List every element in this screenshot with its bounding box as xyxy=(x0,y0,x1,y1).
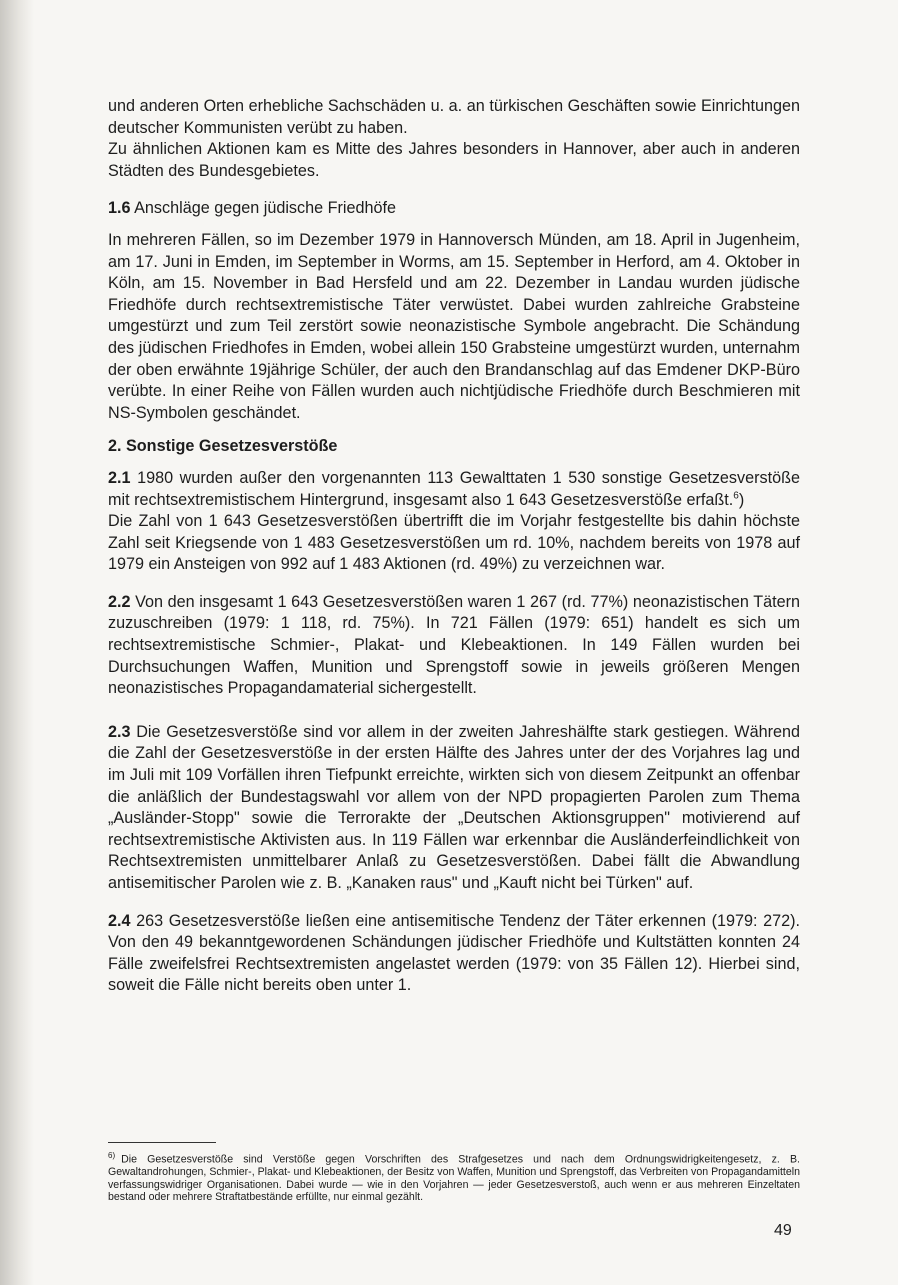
footnote xyxy=(108,1150,800,1204)
section-2-1-text-continued: Die Zahl von 1 643 Gesetzesverstößen übertrifft die im Vorjahr festgestellte bis dahin höchste Zahl seit Kriegsende von 1 483 Gesetzesverstößen um rd. 10%, nachdem bereits von 1978 auf 1979 ein Ansteigen von 992 auf 1 483 Aktionen (rd. 49%) zu verzeichnen war. xyxy=(108,512,800,574)
section-2-3-text: 2.3 Die Gesetzesverstöße sind vor allem in der zweiten Jahreshälfte stark gestiegen. Während die Zahl der Gesetzesverstöße in der ersten Hälfte des Jahres unter der des Vorjahres lag und im Juli mit 109 Vorfällen ihren Tiefpunkt erreichte, wirkten sich von diesem Zeitpunkt an offenbar die anläßlich der Bundestagswahl vor allem von der NPD propagierten Parolen zum Thema „Ausländer-Stopp" sowie die Terrorakte der „Deutschen Aktionsgruppen" motivierend auf rechtsextremistische Aktivisten aus. In 119 Fällen war erkennbar die Ausländerfeindlichkeit von Rechtsextremisten unmittelbarer Anlaß zu Gesetzesverstößen. Dabei fällt die Abwandlung antisemitischer Parolen wie z. B. „Kanaken raus" und „Kauft nicht bei Türken" auf. xyxy=(108,722,800,892)
section-2-1-text: 2.1 1980 wurden außer den vorgenannten 113 Gewalttaten 1 530 sonstige Gesetzesverstöße mit rechtsextremistischem Hintergrund, insgesamt also 1 643 Gesetzesverstöße erfaßt.$^6$) xyxy=(108,468,800,509)
footnote-reference: 6 xyxy=(733,490,739,502)
section-number: 1.6 xyxy=(108,199,131,218)
section-2-4-text: 2.4 263 Gesetzesverstöße ließen eine antisemitische Tendenz der Täter erkennen (1979: 272). Von den 49 bekanntgewordenen Schändungen jüdischer Friedhöfe und Kultstätten konnten 24 Fälle zweifelsfrei Rechtsextremisten angelastet werden (1979: von 35 Fällen 12). Hierbei sind, soweit die Fälle nicht bereits oben unter 1. xyxy=(108,911,800,995)
section-1-6-heading xyxy=(108,198,800,220)
section-number: 2.4 xyxy=(108,911,131,930)
page-body xyxy=(108,96,800,997)
footnote-marker: 6) xyxy=(108,1151,116,1160)
section-title: Anschläge gegen jüdische Friedhöfe xyxy=(130,199,396,218)
page-number: 49 xyxy=(774,1222,792,1239)
section-number: 2.1 xyxy=(108,468,131,487)
paragraph-intro: und anderen Orten erhebliche Sachschäden u. a. an türkischen Geschäften sowie Einrichtungen deutscher Kommunisten verübt zu haben. xyxy=(108,97,800,137)
section-number: 2.2 xyxy=(108,592,131,611)
footnote-text: Die Gesetzesverstöße sind Verstöße gegen Vorschriften des Strafgesetzes und nach dem Ordnungswidrigkeitengesetz, z. B. Gewaltandrohungen, Schmier-, Plakat- und Klebeaktionen, der Besitz von Waffen, Munition und Sprengstoff, das Verbreiten von Propagandamitteln verfassungswidriger Organisationen. Dabei wurde — wie in den Vorjahren — jeder Gesetzesverstoß, auch wenn er aus mehreren Einzeltaten bestand oder mehrere Straftatbestände erfüllte, nur einmal gezählt. xyxy=(108,1153,800,1204)
paragraph-hannover: Zu ähnlichen Aktionen kam es Mitte des Jahres besonders in Hannover, aber auch in anderen Städten des Bundesgebietes. xyxy=(108,140,800,180)
section-2-heading: 2. Sonstige Gesetzesverstöße xyxy=(108,437,338,456)
footnote-divider xyxy=(108,1142,216,1143)
binding-shadow xyxy=(0,0,34,1285)
section-1-6-text: In mehreren Fällen, so im Dezember 1979 in Hannoversch Münden, am 18. April in Jugenheim, am 17. Juni in Emden, im September in Worms, am 15. September in Herford, am 4. Oktober in Köln, am 15. November in Bad Hersfeld und am 22. Dezember in Landau wurden jüdische Friedhöfe durch rechtsextremistische Täter verwüstet. Dabei wurden zahlreiche Grabsteine umgestürzt und zum Teil zerstört sowie neonazistische Symbole angebracht. Die Schändung des jüdischen Friedhofes in Emden, wobei allein 150 Grabsteine umgestürzt wurden, unternahm der oben erwähnte 19jährige Schüler, der auch den Brandanschlag auf das Emdener DKP-Büro verübte. In einer Reihe von Fällen wurden auch nichtjüdische Friedhöfe durch Beschmieren mit NS-Symbolen geschändet. xyxy=(108,230,800,422)
section-number: 2.3 xyxy=(108,722,131,741)
section-2-2-text: 2.2 Von den insgesamt 1 643 Gesetzesverstößen waren 1 267 (rd. 77%) neonazistischen Tätern zuzuschreiben (1979: 1 118, rd. 75%). In 721 Fällen (1979: 651) handelt es sich um rechtsextremistische Schmier-, Plakat- und Klebeaktionen. In 149 Fällen wurden bei Durchsuchungen Waffen, Munition und Sprengstoff sowie in jeweils größeren Mengen neonazistisches Propagandamaterial sichergestellt. xyxy=(108,592,800,698)
